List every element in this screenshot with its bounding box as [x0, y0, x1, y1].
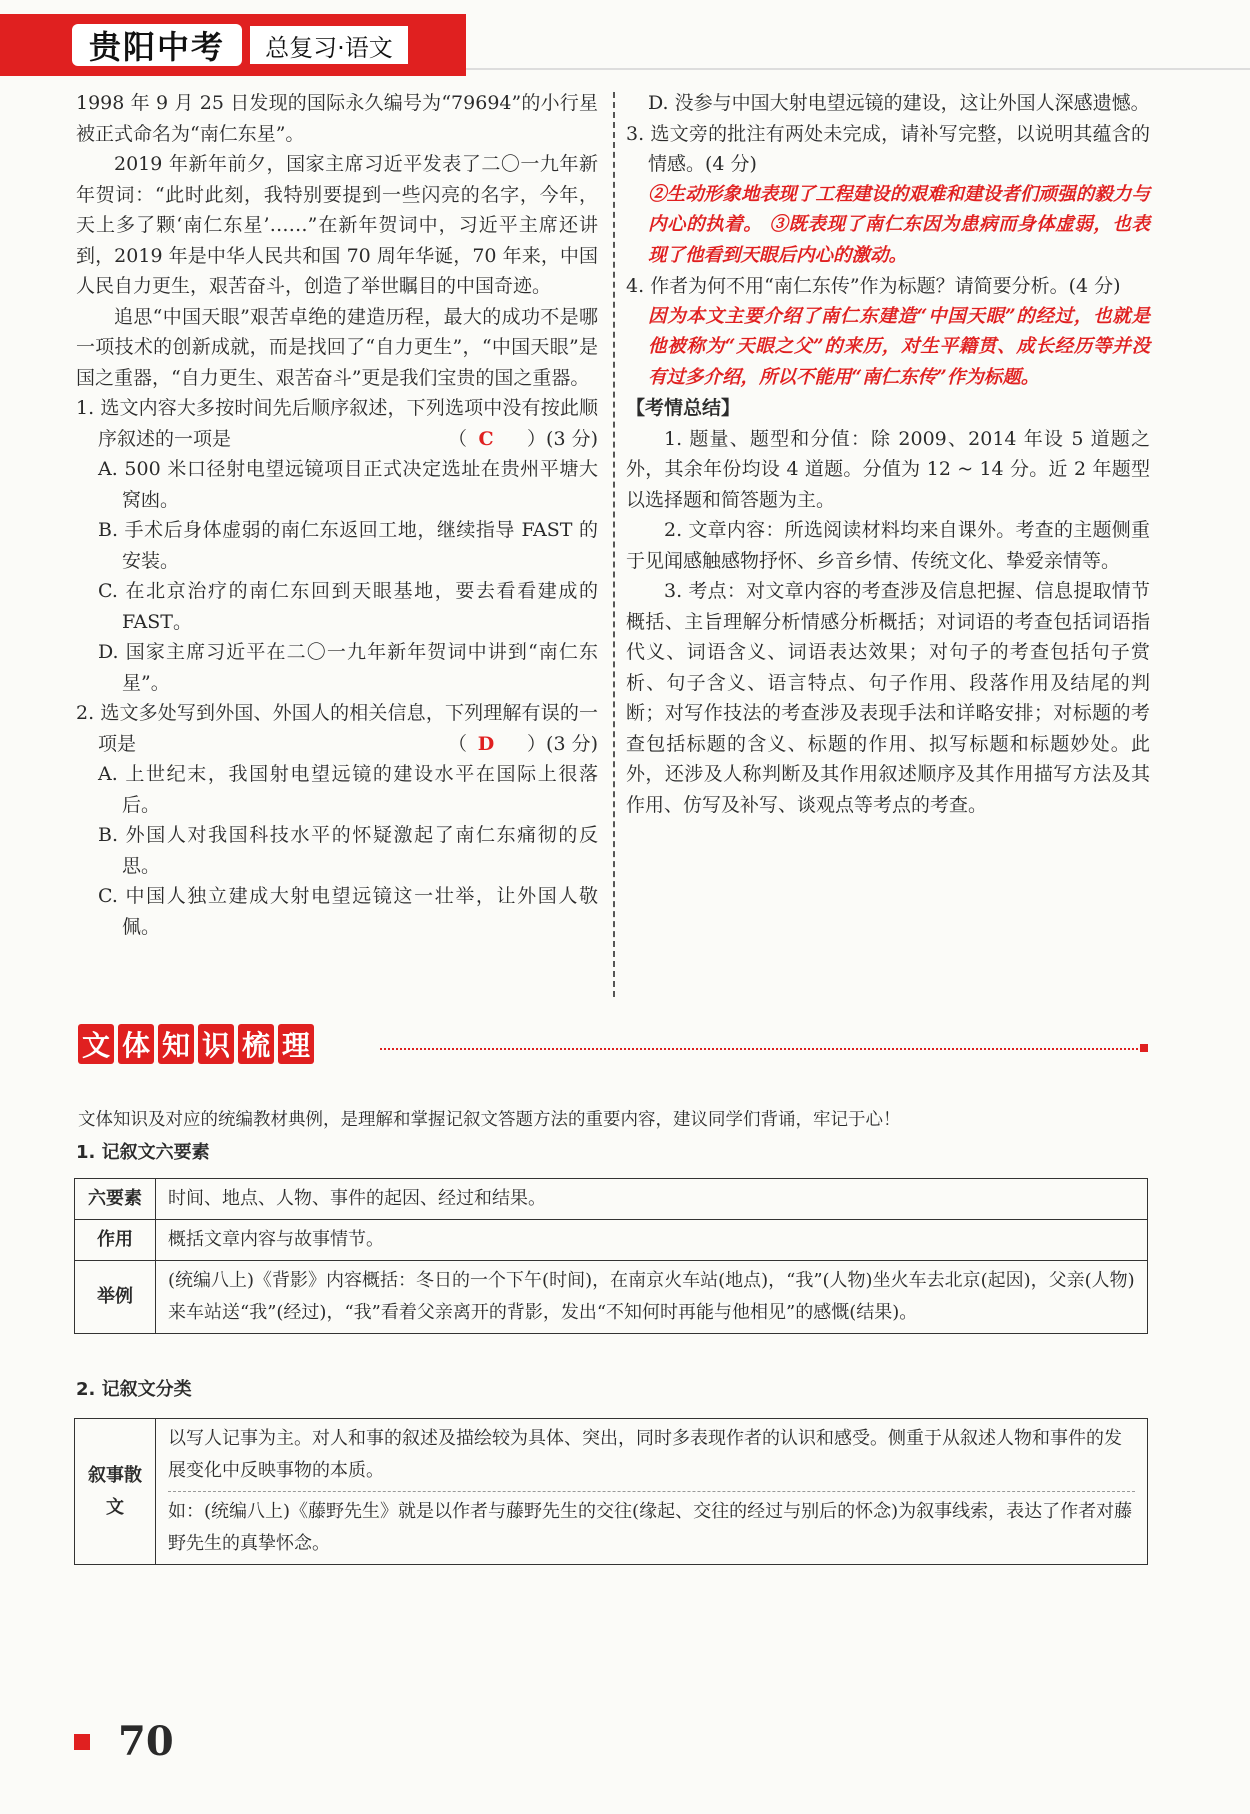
question-2 [76, 698, 598, 942]
question-1-option-d: D. 国家主席习近平在二〇一九年新年贺词中讲到“南仁东星”。 [98, 641, 598, 694]
question-4-answer: 因为本文主要介绍了南仁东建造“中国天眼”的经过，也就是他被称为“天眼之父”的来历，对生平籍贯、成长经历等并没有过多介绍，所以不能用“南仁东传”作为标题。 [648, 305, 1150, 388]
question-1-option-a: A. 500 米口径射电望远镜项目正式决定选址在贵州平塘大窝凼。 [98, 458, 598, 511]
section-banner [78, 1024, 314, 1064]
page-number-text: 70 [118, 1718, 174, 1765]
table-value [156, 1419, 1148, 1565]
question-2-option-d: D. 没参与中国大射电望远镜的建设，这让外国人深感遗憾。 [648, 92, 1150, 114]
section-dotted-line [380, 1048, 1142, 1050]
table-label: 叙事散文 [75, 1419, 156, 1565]
header-title: 贵阳中考 [72, 24, 242, 66]
table-label: 作用 [75, 1220, 156, 1261]
page-number [74, 1718, 174, 1765]
question-1 [76, 393, 598, 698]
answer-close: ）(3 分) [527, 732, 598, 755]
header-subtitle: 总复习·语文 [250, 26, 408, 64]
table-row [75, 1261, 1148, 1334]
section-char: 理 [278, 1024, 314, 1064]
section-char: 识 [198, 1024, 234, 1064]
section-char: 体 [118, 1024, 154, 1064]
question-1-option-c: C. 在北京治疗的南仁东回到天眼基地，要去看看建成的 FAST。 [98, 580, 598, 633]
question-3-answer: ②生动形象地表现了工程建设的艰难和建设者们顽强的毅力与内心的执着。 ③既表现了南仁东因为患病而身体虚弱，也表现了他看到天眼后内心的激动。 [648, 183, 1150, 266]
section-char: 文 [78, 1024, 114, 1064]
question-2-option-c: C. 中国人独立建成大射电望远镜这一壮举，让外国人敬佩。 [98, 885, 598, 938]
classification-definition: 以写人记事为主。对人和事的叙述及描绘较为具体、突出，同时多表现作者的认识和感受。侧重于从叙述人物和事件的发展变化中反映事物的本质。 [168, 1423, 1135, 1492]
section-intro: 文体知识及对应的统编教材典例，是理解和掌握记叙文答题方法的重要内容，建议同学们背诵，牢记于心！ [78, 1110, 901, 1130]
question-2-answer-slot [448, 729, 598, 760]
table-row [75, 1179, 1148, 1220]
section-char: 梳 [238, 1024, 274, 1064]
question-1-answer-slot [448, 424, 598, 455]
answer-open: （ [448, 427, 468, 450]
question-1-text [76, 393, 598, 454]
heading-six-elements: 1. 记叙文六要素 [76, 1142, 210, 1163]
answer-close: ）(3 分) [527, 427, 598, 450]
summary-1: 1. 题量、题型和分值：除 2009、2014 年设 5 道题之外，其余年份均设 4 道题。分值为 12 ~ 14 分。近 2 年题型以选择题和简答题为主。 [626, 427, 1150, 511]
paragraph-2: 2019 年新年前夕，国家主席习近平发表了二〇一九年新年贺词：“此时此刻，我特别要提到一些闪亮的名字，今年，天上多了颗‘南仁东星’……”在新年贺词中，习近平主席还讲到，2019 年是中华人民共和国 70 周年华诞，70 年来，中国人民自力更生，艰苦奋斗，创造了举世瞩目的中国奇迹。 [76, 153, 598, 297]
question-3-text: 3. 选文旁的批注有两处未完成，请补写完整，以说明其蕴含的情感。(4 分) [626, 122, 1150, 175]
answer-open: （ [448, 732, 468, 755]
question-1-stem: 1. 选文内容大多按时间先后顺序叙述，下列选项中没有按此顺序叙述的一项是 [76, 397, 598, 450]
table-row [75, 1220, 1148, 1261]
question-2-text [76, 698, 598, 759]
classification-table [74, 1418, 1148, 1565]
table-value: 时间、地点、人物、事件的起因、经过和结果。 [156, 1179, 1148, 1220]
left-column [76, 88, 598, 942]
paragraph-3: 追思“中国天眼”艰苦卓绝的建造历程，最大的成功不是哪一项技术的创新成就，而是找回了“自力更生”，“中国天眼”是国之重器，“自力更生、艰苦奋斗”更是我们宝贵的国之重器。 [76, 305, 598, 389]
question-2-option-a: A. 上世纪末，我国射电望远镜的建设水平在国际上很落后。 [98, 763, 598, 816]
section-char: 知 [158, 1024, 194, 1064]
header-rule [466, 68, 1250, 70]
question-1-answer: C [478, 427, 494, 450]
question-1-option-b: B. 手术后身体虚弱的南仁东返回工地，继续指导 FAST 的安装。 [98, 519, 598, 572]
question-2-stem: 2. 选文多处写到外国、外国人的相关信息，下列理解有误的一项是 [76, 702, 598, 755]
table-row [75, 1419, 1148, 1565]
six-elements-table [74, 1178, 1148, 1334]
table-label: 举例 [75, 1261, 156, 1334]
column-divider [613, 92, 615, 997]
table-value: 概括文章内容与故事情节。 [156, 1220, 1148, 1261]
table-label: 六要素 [75, 1179, 156, 1220]
header-banner [0, 14, 466, 76]
summary-3: 3. 考点：对文章内容的考查涉及信息把握、信息提取情节概括、主旨理解分析情感分析概括；对词语的考查包括词语指代义、词语含义、词语表达效果；对句子的考查包括句子赏析、句子含义、语言特点、句子作用、段落作用及结尾的判断；对写作技法的考查涉及表现手法和详略安排；对标题的考查包括标题的含义、标题的作用、拟写标题和标题妙处。此外，还涉及人称判断及其作用叙述顺序及其作用描写方法及其作用、仿写及补写、谈观点等考点的考查。 [626, 580, 1150, 816]
section-end-dot [1140, 1044, 1148, 1052]
right-column [626, 88, 1150, 820]
table-value: (统编八上)《背影》内容概括：冬日的一个下午(时间)，在南京火车站(地点)，“我”(人物)坐火车去北京(起因)，父亲(人物)来车站送“我”(经过)，“我”看着父亲离开的背影，发出“不知何时再能与他相见”的感慨(结果)。 [156, 1261, 1148, 1334]
question-2-answer: D [477, 732, 495, 755]
summary-title: 【考情总结】 [626, 397, 741, 419]
question-4-text: 4. 作者为何不用“南仁东传”作为标题？请简要分析。(4 分) [626, 275, 1121, 297]
question-2-option-b: B. 外国人对我国科技水平的怀疑激起了南仁东痛彻的反思。 [98, 824, 598, 877]
summary-2: 2. 文章内容：所选阅读材料均来自课外。考查的主题侧重于见闻感触感物抒怀、乡音乡情、传统文化、挚爱亲情等。 [626, 519, 1150, 572]
paragraph-1: 1998 年 9 月 25 日发现的国际永久编号为“79694”的小行星被正式命名为“南仁东星”。 [76, 92, 598, 145]
heading-classification: 2. 记叙文分类 [76, 1379, 192, 1400]
classification-example: 如：(统编八上)《藤野先生》就是以作者与藤野先生的交往(缘起、交往的经过与别后的怀念)为叙事线索，表达了作者对藤野先生的真挚怀念。 [168, 1501, 1133, 1554]
